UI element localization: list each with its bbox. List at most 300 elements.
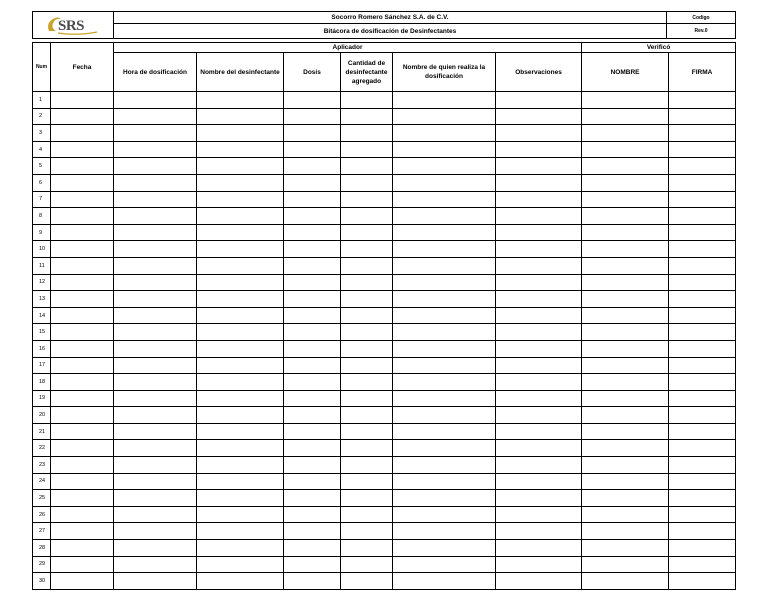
nombre-desinfectante-cell[interactable] (197, 390, 284, 407)
hora-cell[interactable] (114, 473, 197, 490)
observaciones-cell[interactable] (496, 440, 582, 457)
nombre-cell[interactable] (582, 125, 669, 142)
cantidad-cell[interactable] (341, 573, 393, 590)
observaciones-cell[interactable] (496, 490, 582, 507)
hora-cell[interactable] (114, 257, 197, 274)
firma-cell[interactable] (669, 92, 736, 109)
nombre-cell[interactable] (582, 556, 669, 573)
observaciones-cell[interactable] (496, 374, 582, 391)
nombre-quien-cell[interactable] (393, 556, 496, 573)
nombre-desinfectante-cell[interactable] (197, 291, 284, 308)
table-row (33, 540, 736, 557)
nombre-desinfectante-cell[interactable] (197, 473, 284, 490)
firma-cell[interactable] (669, 257, 736, 274)
fecha-cell[interactable] (51, 506, 114, 523)
fecha-cell[interactable] (51, 357, 114, 374)
fecha-cell[interactable] (51, 390, 114, 407)
cantidad-cell[interactable] (341, 457, 393, 474)
firma-cell[interactable] (669, 407, 736, 424)
nombre-desinfectante-cell[interactable] (197, 490, 284, 507)
hora-cell[interactable] (114, 274, 197, 291)
dosis-cell[interactable] (284, 556, 341, 573)
nombre-quien-cell[interactable] (393, 241, 496, 258)
dosis-cell[interactable] (284, 390, 341, 407)
cantidad-cell[interactable] (341, 423, 393, 440)
fecha-cell[interactable] (51, 92, 114, 109)
nombre-quien-cell[interactable] (393, 307, 496, 324)
nombre-quien-cell[interactable] (393, 340, 496, 357)
hora-cell[interactable] (114, 125, 197, 142)
nombre-desinfectante-cell[interactable] (197, 423, 284, 440)
nombre-desinfectante-cell[interactable] (197, 174, 284, 191)
observaciones-cell[interactable] (496, 224, 582, 241)
fecha-cell[interactable] (51, 473, 114, 490)
observaciones-cell[interactable] (496, 506, 582, 523)
hora-cell[interactable] (114, 423, 197, 440)
nombre-cell[interactable] (582, 340, 669, 357)
nombre-cell[interactable] (582, 291, 669, 308)
hora-cell[interactable] (114, 540, 197, 557)
firma-cell[interactable] (669, 224, 736, 241)
nombre-quien-cell[interactable] (393, 473, 496, 490)
cantidad-cell[interactable] (341, 141, 393, 158)
dosis-cell[interactable] (284, 174, 341, 191)
nombre-cell[interactable] (582, 440, 669, 457)
nombre-cell[interactable] (582, 423, 669, 440)
hora-cell[interactable] (114, 340, 197, 357)
nombre-desinfectante-cell[interactable] (197, 92, 284, 109)
hora-cell[interactable] (114, 141, 197, 158)
nombre-cell[interactable] (582, 141, 669, 158)
dosis-cell[interactable] (284, 274, 341, 291)
cantidad-cell[interactable] (341, 490, 393, 507)
company-logo (33, 12, 114, 39)
nombre-quien-cell[interactable] (393, 407, 496, 424)
observaciones-cell[interactable] (496, 340, 582, 357)
dosis-cell[interactable] (284, 340, 341, 357)
nombre-desinfectante-cell[interactable] (197, 407, 284, 424)
nombre-desinfectante-cell[interactable] (197, 191, 284, 208)
firma-cell[interactable] (669, 490, 736, 507)
observaciones-cell[interactable] (496, 540, 582, 557)
fecha-cell[interactable] (51, 407, 114, 424)
nombre-cell[interactable] (582, 490, 669, 507)
hora-cell[interactable] (114, 241, 197, 258)
dosis-cell[interactable] (284, 241, 341, 258)
observaciones-cell[interactable] (496, 274, 582, 291)
nombre-cell[interactable] (582, 307, 669, 324)
nombre-cell[interactable] (582, 523, 669, 540)
fecha-cell[interactable] (51, 257, 114, 274)
cantidad-cell[interactable] (341, 407, 393, 424)
firma-cell[interactable] (669, 324, 736, 341)
nombre-quien-cell[interactable] (393, 108, 496, 125)
hora-cell[interactable] (114, 324, 197, 341)
nombre-desinfectante-cell[interactable] (197, 440, 284, 457)
fecha-cell[interactable] (51, 556, 114, 573)
nombre-quien-cell[interactable] (393, 423, 496, 440)
cantidad-cell[interactable] (341, 390, 393, 407)
nombre-quien-cell[interactable] (393, 573, 496, 590)
dosis-cell[interactable] (284, 473, 341, 490)
cantidad-cell[interactable] (341, 208, 393, 225)
observaciones-cell[interactable] (496, 174, 582, 191)
firma-cell[interactable] (669, 340, 736, 357)
nombre-quien-cell[interactable] (393, 490, 496, 507)
nombre-quien-cell[interactable] (393, 523, 496, 540)
fecha-cell[interactable] (51, 307, 114, 324)
hora-cell[interactable] (114, 440, 197, 457)
firma-cell[interactable] (669, 390, 736, 407)
fecha-cell[interactable] (51, 108, 114, 125)
nombre-cell[interactable] (582, 92, 669, 109)
nombre-desinfectante-cell[interactable] (197, 357, 284, 374)
row-number: 22 (33, 440, 51, 457)
firma-cell[interactable] (669, 556, 736, 573)
column-header-hora: Hora de dosificación (114, 53, 197, 92)
cantidad-cell[interactable] (341, 374, 393, 391)
fecha-cell[interactable] (51, 191, 114, 208)
dosis-cell[interactable] (284, 324, 341, 341)
dosis-cell[interactable] (284, 158, 341, 175)
dosis-cell[interactable] (284, 573, 341, 590)
fecha-cell[interactable] (51, 490, 114, 507)
column-header-num: Num (33, 43, 51, 92)
nombre-desinfectante-cell[interactable] (197, 457, 284, 474)
observaciones-cell[interactable] (496, 324, 582, 341)
observaciones-cell[interactable] (496, 390, 582, 407)
dosis-cell[interactable] (284, 440, 341, 457)
fecha-cell[interactable] (51, 158, 114, 175)
column-header-fecha: Fecha (51, 43, 114, 92)
table-row (33, 556, 736, 573)
cantidad-cell[interactable] (341, 540, 393, 557)
fecha-cell[interactable] (51, 340, 114, 357)
nombre-desinfectante-cell[interactable] (197, 540, 284, 557)
nombre-desinfectante-cell[interactable] (197, 523, 284, 540)
nombre-cell[interactable] (582, 324, 669, 341)
hora-cell[interactable] (114, 208, 197, 225)
observaciones-cell[interactable] (496, 473, 582, 490)
hora-cell[interactable] (114, 390, 197, 407)
firma-cell[interactable] (669, 506, 736, 523)
observaciones-cell[interactable] (496, 523, 582, 540)
dosis-cell[interactable] (284, 208, 341, 225)
dosis-cell[interactable] (284, 125, 341, 142)
observaciones-cell[interactable] (496, 208, 582, 225)
observaciones-cell[interactable] (496, 556, 582, 573)
table-row (33, 208, 736, 225)
nombre-cell[interactable] (582, 407, 669, 424)
nombre-quien-cell[interactable] (393, 274, 496, 291)
row-number: 24 (33, 473, 51, 490)
dosis-cell[interactable] (284, 257, 341, 274)
dosis-cell[interactable] (284, 291, 341, 308)
observaciones-cell[interactable] (496, 291, 582, 308)
row-number: 3 (33, 125, 51, 142)
observaciones-cell[interactable] (496, 141, 582, 158)
firma-cell[interactable] (669, 108, 736, 125)
fecha-cell[interactable] (51, 291, 114, 308)
observaciones-cell[interactable] (496, 241, 582, 258)
nombre-cell[interactable] (582, 274, 669, 291)
observaciones-cell[interactable] (496, 457, 582, 474)
table-row (33, 158, 736, 175)
nombre-cell[interactable] (582, 191, 669, 208)
nombre-quien-cell[interactable] (393, 324, 496, 341)
nombre-desinfectante-cell[interactable] (197, 556, 284, 573)
observaciones-cell[interactable] (496, 158, 582, 175)
fecha-cell[interactable] (51, 125, 114, 142)
observaciones-cell[interactable] (496, 108, 582, 125)
fecha-cell[interactable] (51, 224, 114, 241)
hora-cell[interactable] (114, 556, 197, 573)
hora-cell[interactable] (114, 92, 197, 109)
nombre-cell[interactable] (582, 108, 669, 125)
dosis-cell[interactable] (284, 224, 341, 241)
nombre-cell[interactable] (582, 390, 669, 407)
dosis-cell[interactable] (284, 92, 341, 109)
dosis-cell[interactable] (284, 407, 341, 424)
cantidad-cell[interactable] (341, 241, 393, 258)
hora-cell[interactable] (114, 224, 197, 241)
nombre-desinfectante-cell[interactable] (197, 573, 284, 590)
cantidad-cell[interactable] (341, 440, 393, 457)
cantidad-cell[interactable] (341, 506, 393, 523)
nombre-cell[interactable] (582, 357, 669, 374)
firma-cell[interactable] (669, 523, 736, 540)
cantidad-cell[interactable] (341, 473, 393, 490)
nombre-cell[interactable] (582, 540, 669, 557)
cantidad-cell[interactable] (341, 324, 393, 341)
nombre-desinfectante-cell[interactable] (197, 208, 284, 225)
dosis-cell[interactable] (284, 307, 341, 324)
hora-cell[interactable] (114, 357, 197, 374)
firma-cell[interactable] (669, 208, 736, 225)
nombre-cell[interactable] (582, 241, 669, 258)
nombre-cell[interactable] (582, 473, 669, 490)
fecha-cell[interactable] (51, 523, 114, 540)
cantidad-cell[interactable] (341, 274, 393, 291)
firma-cell[interactable] (669, 423, 736, 440)
observaciones-cell[interactable] (496, 92, 582, 109)
nombre-desinfectante-cell[interactable] (197, 141, 284, 158)
firma-cell[interactable] (669, 473, 736, 490)
nombre-quien-cell[interactable] (393, 357, 496, 374)
hora-cell[interactable] (114, 291, 197, 308)
row-number: 29 (33, 556, 51, 573)
hora-cell[interactable] (114, 158, 197, 175)
column-header-observaciones: Observaciones (496, 53, 582, 92)
srs-logo-icon (45, 14, 101, 36)
fecha-cell[interactable] (51, 208, 114, 225)
cantidad-cell[interactable] (341, 224, 393, 241)
cantidad-cell[interactable] (341, 174, 393, 191)
cantidad-cell[interactable] (341, 291, 393, 308)
firma-cell[interactable] (669, 174, 736, 191)
nombre-desinfectante-cell[interactable] (197, 158, 284, 175)
firma-cell[interactable] (669, 357, 736, 374)
nombre-cell[interactable] (582, 374, 669, 391)
nombre-cell[interactable] (582, 158, 669, 175)
fecha-cell[interactable] (51, 457, 114, 474)
observaciones-cell[interactable] (496, 257, 582, 274)
dosis-cell[interactable] (284, 357, 341, 374)
dosis-cell[interactable] (284, 540, 341, 557)
table-row (33, 374, 736, 391)
nombre-desinfectante-cell[interactable] (197, 506, 284, 523)
table-row (33, 506, 736, 523)
firma-cell[interactable] (669, 540, 736, 557)
nombre-quien-cell[interactable] (393, 224, 496, 241)
firma-cell[interactable] (669, 573, 736, 590)
nombre-desinfectante-cell[interactable] (197, 340, 284, 357)
firma-cell[interactable] (669, 141, 736, 158)
cantidad-cell[interactable] (341, 523, 393, 540)
nombre-quien-cell[interactable] (393, 125, 496, 142)
dosis-cell[interactable] (284, 374, 341, 391)
hora-cell[interactable] (114, 307, 197, 324)
dosis-cell[interactable] (284, 523, 341, 540)
observaciones-cell[interactable] (496, 407, 582, 424)
cantidad-cell[interactable] (341, 357, 393, 374)
nombre-cell[interactable] (582, 506, 669, 523)
nombre-quien-cell[interactable] (393, 540, 496, 557)
row-number: 5 (33, 158, 51, 175)
dosis-cell[interactable] (284, 141, 341, 158)
cantidad-cell[interactable] (341, 108, 393, 125)
hora-cell[interactable] (114, 174, 197, 191)
nombre-quien-cell[interactable] (393, 191, 496, 208)
dosis-cell[interactable] (284, 191, 341, 208)
nombre-cell[interactable] (582, 174, 669, 191)
observaciones-cell[interactable] (496, 307, 582, 324)
fecha-cell[interactable] (51, 274, 114, 291)
fecha-cell[interactable] (51, 241, 114, 258)
row-number: 2 (33, 108, 51, 125)
table-row (33, 291, 736, 308)
nombre-quien-cell[interactable] (393, 174, 496, 191)
nombre-desinfectante-cell[interactable] (197, 274, 284, 291)
nombre-quien-cell[interactable] (393, 141, 496, 158)
nombre-quien-cell[interactable] (393, 440, 496, 457)
group-header-aplicador: Aplicador (114, 43, 582, 53)
hora-cell[interactable] (114, 523, 197, 540)
observaciones-cell[interactable] (496, 191, 582, 208)
nombre-desinfectante-cell[interactable] (197, 125, 284, 142)
firma-cell[interactable] (669, 158, 736, 175)
nombre-desinfectante-cell[interactable] (197, 241, 284, 258)
nombre-desinfectante-cell[interactable] (197, 108, 284, 125)
nombre-quien-cell[interactable] (393, 374, 496, 391)
nombre-cell[interactable] (582, 224, 669, 241)
observaciones-cell[interactable] (496, 573, 582, 590)
observaciones-cell[interactable] (496, 357, 582, 374)
hora-cell[interactable] (114, 457, 197, 474)
nombre-desinfectante-cell[interactable] (197, 257, 284, 274)
cantidad-cell[interactable] (341, 125, 393, 142)
firma-cell[interactable] (669, 307, 736, 324)
dosis-cell[interactable] (284, 108, 341, 125)
nombre-desinfectante-cell[interactable] (197, 324, 284, 341)
row-number: 20 (33, 407, 51, 424)
firma-cell[interactable] (669, 274, 736, 291)
fecha-cell[interactable] (51, 573, 114, 590)
table-row (33, 390, 736, 407)
nombre-quien-cell[interactable] (393, 92, 496, 109)
nombre-quien-cell[interactable] (393, 291, 496, 308)
table-row (33, 407, 736, 424)
row-number: 19 (33, 390, 51, 407)
fecha-cell[interactable] (51, 141, 114, 158)
firma-cell[interactable] (669, 374, 736, 391)
firma-cell[interactable] (669, 125, 736, 142)
nombre-quien-cell[interactable] (393, 390, 496, 407)
firma-cell[interactable] (669, 291, 736, 308)
firma-cell[interactable] (669, 457, 736, 474)
nombre-quien-cell[interactable] (393, 506, 496, 523)
row-number: 26 (33, 506, 51, 523)
dosis-cell[interactable] (284, 506, 341, 523)
nombre-desinfectante-cell[interactable] (197, 224, 284, 241)
hora-cell[interactable] (114, 506, 197, 523)
observaciones-cell[interactable] (496, 423, 582, 440)
nombre-quien-cell[interactable] (393, 208, 496, 225)
row-number: 30 (33, 573, 51, 590)
nombre-cell[interactable] (582, 257, 669, 274)
hora-cell[interactable] (114, 374, 197, 391)
fecha-cell[interactable] (51, 423, 114, 440)
fecha-cell[interactable] (51, 324, 114, 341)
fecha-cell[interactable] (51, 440, 114, 457)
cantidad-cell[interactable] (341, 257, 393, 274)
firma-cell[interactable] (669, 440, 736, 457)
cantidad-cell[interactable] (341, 556, 393, 573)
firma-cell[interactable] (669, 191, 736, 208)
table-row (33, 440, 736, 457)
fecha-cell[interactable] (51, 174, 114, 191)
hora-cell[interactable] (114, 490, 197, 507)
cantidad-cell[interactable] (341, 340, 393, 357)
nombre-quien-cell[interactable] (393, 158, 496, 175)
hora-cell[interactable] (114, 191, 197, 208)
cantidad-cell[interactable] (341, 158, 393, 175)
nombre-desinfectante-cell[interactable] (197, 374, 284, 391)
hora-cell[interactable] (114, 108, 197, 125)
row-number: 21 (33, 423, 51, 440)
nombre-quien-cell[interactable] (393, 457, 496, 474)
firma-cell[interactable] (669, 241, 736, 258)
hora-cell[interactable] (114, 407, 197, 424)
observaciones-cell[interactable] (496, 125, 582, 142)
dosis-cell[interactable] (284, 423, 341, 440)
cantidad-cell[interactable] (341, 92, 393, 109)
nombre-cell[interactable] (582, 208, 669, 225)
dosis-cell[interactable] (284, 457, 341, 474)
fecha-cell[interactable] (51, 374, 114, 391)
dosing-log-table (32, 42, 736, 590)
nombre-cell[interactable] (582, 573, 669, 590)
cantidad-cell[interactable] (341, 191, 393, 208)
fecha-cell[interactable] (51, 540, 114, 557)
nombre-cell[interactable] (582, 457, 669, 474)
nombre-desinfectante-cell[interactable] (197, 307, 284, 324)
cantidad-cell[interactable] (341, 307, 393, 324)
dosis-cell[interactable] (284, 490, 341, 507)
nombre-quien-cell[interactable] (393, 257, 496, 274)
row-number: 6 (33, 174, 51, 191)
hora-cell[interactable] (114, 573, 197, 590)
